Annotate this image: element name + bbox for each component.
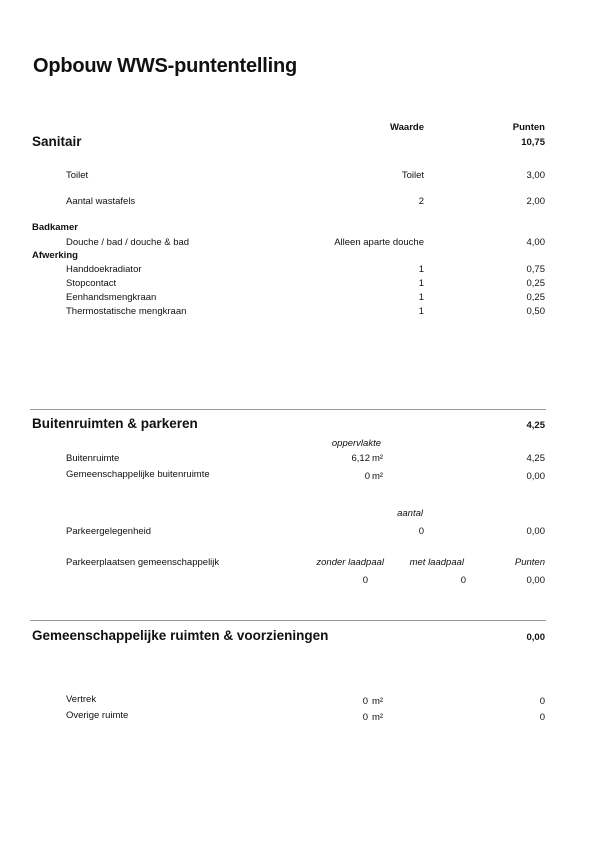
row-label: Aantal wastafels — [66, 196, 136, 207]
row-value: 0 — [364, 471, 370, 482]
row-label: Douche / bad / douche & bad — [66, 237, 190, 248]
page-title: Opbouw WWS-puntentelling — [33, 55, 298, 77]
row-points: 2,00 — [526, 196, 545, 207]
section-total-buitenruimten: 4,25 — [526, 420, 545, 431]
row-label: Thermostatische mengkraan — [66, 306, 187, 317]
section-total-gemeenschappelijk: 0,00 — [526, 632, 545, 643]
row-points: 0,25 — [526, 292, 545, 303]
row-label: Overige ruimte — [66, 710, 129, 721]
row-label: Parkeergelegenheid — [66, 526, 152, 537]
subheading-afwerking: Afwerking — [32, 250, 78, 261]
section-heading-gemeenschappelijk: Gemeenschappelijke ruimten & voorzieningen — [32, 628, 329, 643]
row-points: 0 — [539, 712, 545, 723]
row-unit: m² — [372, 453, 384, 464]
row-label: Gemeenschappelijke buitenruimte — [66, 469, 210, 480]
row-unit: m² — [372, 696, 384, 707]
section-total-sanitair: 10,75 — [521, 137, 545, 148]
column-header-aantal: aantal — [397, 508, 423, 519]
row-label: Handdoekradiator — [66, 264, 142, 275]
row-label: Eenhandsmengkraan — [66, 292, 157, 303]
row-label: Buitenruimte — [66, 453, 120, 464]
row-label: Stopcontact — [66, 278, 117, 289]
row-points: 0,50 — [526, 306, 545, 317]
row-value: 2 — [418, 196, 424, 207]
section-divider — [30, 620, 546, 621]
column-header-met-laadpaal: met laadpaal — [409, 557, 464, 568]
row-value-zonder: 0 — [362, 575, 368, 586]
row-unit: m² — [372, 471, 384, 482]
row-points: 4,00 — [526, 237, 545, 248]
row-value: 1 — [418, 292, 424, 303]
row-label: Vertrek — [66, 694, 97, 705]
row-points: 3,00 — [526, 170, 545, 181]
row-points: 0,25 — [526, 278, 545, 289]
column-header-zonder-laadpaal: zonder laadpaal — [316, 557, 384, 568]
row-value: 0 — [362, 696, 368, 707]
row-value: 1 — [418, 306, 424, 317]
row-value: Alleen aparte douche — [334, 237, 424, 248]
row-value: 6,12 — [351, 453, 370, 464]
row-points: 4,25 — [526, 453, 545, 464]
row-label: Toilet — [66, 170, 89, 181]
row-points: 0,00 — [526, 575, 545, 586]
row-label: Parkeerplaatsen gemeenschappelijk — [66, 557, 220, 568]
row-value: 0 — [362, 712, 368, 723]
row-points: 0,75 — [526, 264, 545, 275]
row-points: 0,00 — [526, 471, 545, 482]
column-header-waarde: Waarde — [390, 122, 424, 133]
subheading-badkamer: Badkamer — [32, 222, 78, 233]
row-value-met: 0 — [460, 575, 466, 586]
row-points: 0 — [539, 696, 545, 707]
row-unit: m² — [372, 712, 384, 723]
row-value: 1 — [418, 278, 424, 289]
row-value: Toilet — [401, 170, 424, 181]
section-divider — [30, 409, 546, 410]
column-header-punten: Punten — [512, 122, 545, 133]
row-points: 0,00 — [526, 526, 545, 537]
section-heading-sanitair: Sanitair — [32, 134, 82, 149]
row-value: 1 — [418, 264, 424, 275]
row-value: 0 — [418, 526, 424, 537]
section-heading-buitenruimten: Buitenruimten & parkeren — [32, 416, 198, 431]
column-header-punten: Punten — [514, 557, 545, 568]
column-header-oppervlakte: oppervlakte — [331, 438, 381, 449]
